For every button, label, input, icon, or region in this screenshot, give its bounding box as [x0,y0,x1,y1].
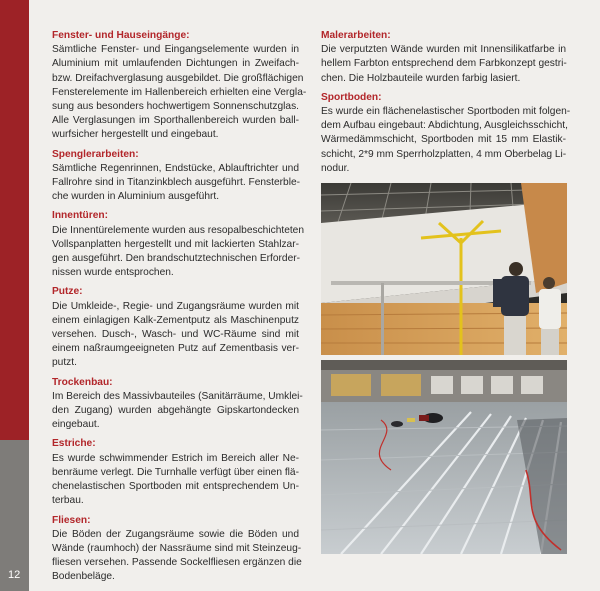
text-section [52,29,307,143]
section-heading: Trockenbau: [52,376,113,388]
text-line: Sämtliche Regenrinnen, Endstücke, Ablauftrichter und [52,162,299,174]
text-line: Es wurde ein flächenelastischer Sportboden mit folgen- [321,106,571,118]
side-band-red [0,0,29,440]
text-line: fliesen versehen. Passende Sockelfliesen ergänzen die [52,557,302,569]
text-line: che wurden in Aluminium ausgeführt. [52,191,220,203]
photo-ceiling-installation [321,183,567,355]
text-line: putzt. [52,357,77,369]
text-line: Die Böden der Zugangsräume sowie die Böden und [52,528,299,540]
text-section [52,209,305,280]
text-line: bzw. Dreifachverglasung ausgebildet. Die großflächigen [52,72,304,84]
text-line: versehen. Dusch-, Wasch- und WC-Räume sind mit [52,329,299,341]
section-heading: Fliesen: [52,514,91,526]
section-heading: Estriche: [52,438,96,450]
left-text-column [52,29,307,585]
text-line: hellem Farbton entsprechend dem Farbkonzept gestri- [321,58,567,70]
text-section [52,437,299,508]
page-number: 12 [8,569,21,581]
text-line: Alle Verglasungen im Sporthallenbereich wurden ball- [52,115,299,127]
section-body [52,224,305,281]
text-section [321,91,571,176]
section-body [321,105,571,176]
section-heading: Malerarbeiten: [321,30,391,41]
text-line: gen ausgeführt. Den brandschutztechnischen Erforder- [52,253,301,265]
text-line: wurfsicher hergestellt und eingebaut. [52,129,219,141]
section-body [52,162,299,205]
right-text-column [321,29,571,176]
text-section [52,148,299,205]
text-line: Sämtliche Fenster- und Eingangselemente wurden in [52,44,299,56]
text-line: den Zugang) wurden abgehängte Gipskartondecken [52,405,299,417]
text-line: eingebaut. [52,419,100,431]
text-line: Bodenbeläge. [52,571,115,583]
text-line: nissen wurde entsprochen. [52,267,174,279]
text-line: Aluminium mit umlaufenden Dichtungen in Zweifach- [52,58,299,70]
text-line: benräume verlegt. Die Turnhalle verfügt über einen flä- [52,466,299,478]
section-body [52,43,307,142]
text-line: Fallrohre sind in Titanzinkblech ausgeführt. Fensterble- [52,177,301,189]
text-section [52,376,303,433]
text-line: dem Aufbau eingebaut: Abdichtung, Ausgleichsschicht, [321,120,568,132]
section-heading: Fenster- und Hauseingänge: [52,30,190,41]
text-line: nodur. [321,162,350,174]
section-heading: Sportboden: [321,91,382,103]
text-line: Im Bereich des Massivbauteiles (Sanitärräume, Umklei- [52,390,303,402]
text-line: chen. Die Holzbauteile wurden farbig lasiert. [321,72,521,84]
text-line: Die Innentürelemente wurden aus resopalbeschichteten [52,224,305,236]
photo-sports-floor [321,360,567,554]
section-body [52,390,303,433]
section-heading: Putze: [52,286,83,298]
text-section [52,285,299,370]
section-body [321,43,566,86]
text-section [321,29,566,86]
text-line: Vollspanplatten hergestellt und mit lackierten Stahlzar- [52,238,299,250]
section-body [52,528,302,585]
text-line: schicht, 2*9 mm Sperrholzplatten, 4 mm Oberbelag Li- [321,148,567,160]
section-body [52,300,299,371]
text-section [52,514,302,585]
text-line: Die verputzten Wände wurden mit Innensilikatfarbe in [321,44,566,56]
text-line: einem naßraumgeeigneten Putz auf Zementbasis ver- [52,343,299,355]
text-line: Wände (raumhoch) der Nassräume sind mit Steinzeug- [52,542,302,554]
text-line: sung aus besonders hochwertigem Sonnenschutzglas. [52,101,299,113]
section-body [52,452,299,509]
text-line: Fensterelemente im Hallenbereich erhielten eine Vergla- [52,86,307,98]
text-line: terbau. [52,495,84,507]
text-line: Die Umkleide-, Regie- und Zugangsräume wurden mit [52,300,299,312]
text-line: Wärmedämmschicht, Sportboden mit 15 mm Elastik- [321,134,566,146]
section-heading: Spenglerarbeiten: [52,148,139,160]
section-heading: Innentüren: [52,210,109,222]
text-line: chenelastischen Sportboden mit entsprechendem Un- [52,481,299,493]
text-line: einem einlagigen Kalk-Zementputz als Maschinenputz [52,314,299,326]
side-color-band [0,0,29,591]
text-line: Es wurde schwimmender Estrich im Bereich aller Ne- [52,452,299,464]
